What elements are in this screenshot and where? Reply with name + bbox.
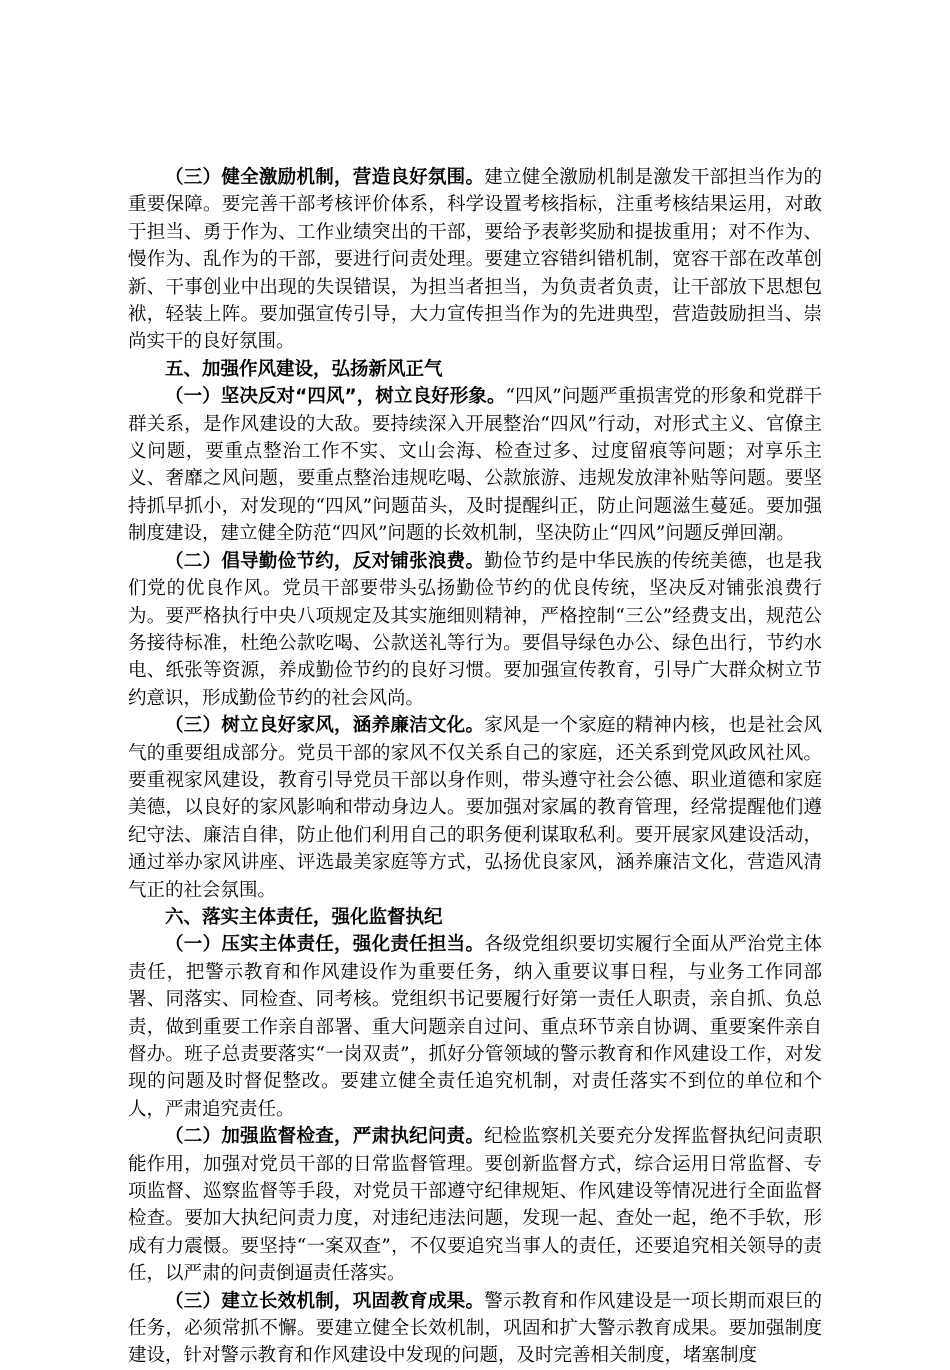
paragraph-incentive-mechanism <box>128 164 822 356</box>
paragraph-body: 勤俭节约是中华民族的传统美德，也是我们党的优良作风。党员干部要带头弘扬勤俭节约的优良传统，坚决反对铺张浪费行为。要严格执行中央八项规定及其实施细则精神，严格控制“三公”经费支出，规范公务接待标准，杜绝公款吃喝、公款送礼等行为。要倡导绿色办公、绿色出行，节约水电、纸张等资源，养成勤俭节约的良好习惯。要加强宣传教育，引导广大群众树立节约意识，形成勤俭节约的社会风尚。 <box>128 550 822 709</box>
paragraph-body: 纪检监察机关要充分发挥监督执纪问责职能作用，加强对党员干部的日常监督管理。要创新监督方式，综合运用日常监督、专项监督、巡察监督等手段，对党员干部遵守纪律规矩、作风建设等情况进行全面监督检查。要加大执纪问责力度，对违纪违法问题，发现一起、查处一起，绝不手软，形成有力震慑。要坚持“一案双查”，不仅要追究当事人的责任，还要追究相关领导的责任，以严肃的问责倒逼责任落实。 <box>128 1126 822 1285</box>
paragraph-lead: （二）加强监督检查，严肃执纪问责。 <box>165 1126 485 1148</box>
paragraph-long-term-mechanism <box>128 1288 822 1370</box>
paragraph-lead: （三）建立长效机制，巩固教育成果。 <box>165 1290 485 1312</box>
section-heading-five: 五、加强作风建设，弘扬新风正气 <box>165 358 443 380</box>
paragraph-lead: （二）倡导勤俭节约，反对铺张浪费。 <box>165 550 485 572</box>
paragraph-lead: （三）树立良好家风，涵养廉洁文化。 <box>165 715 485 737</box>
paragraph-lead: （一）坚决反对“四风”，树立良好形象。 <box>165 386 506 408</box>
paragraph-thrift <box>128 548 822 712</box>
paragraph-body: 各级党组织要切实履行全面从严治党主体责任，把警示教育和作风建设作为重要任务，纳入重要议事日程，与业务工作同部署、同落实、同检查、同考核。党组织书记要履行好第一责任人职责，亲自抓、负总责，做到重要工作亲自部署、重大问题亲自过问、重点环节亲自协调、重要案件亲自督办。班子总责要落实“一岗双责”，抓好分管领域的警示教育和作风建设工作，对发现的问题及时督促整改。要建立健全责任追究机制，对责任落实不到位的单位和个人，严肃追究责任。 <box>128 934 822 1120</box>
paragraph-body: 警示教育和作风建设是一项长期而艰巨的任务，必须常抓不懈。要建立健全长效机制，巩固和扩大警示教育成果。要加强制度建设，针对警示教育和作风建设中发现的问题，及时完善相关制度，堵塞制度 <box>128 1290 822 1367</box>
paragraph-oppose-four-winds <box>128 383 822 547</box>
paragraph-main-responsibility <box>128 931 822 1123</box>
paragraph-body: 家风是一个家庭的精神内核，也是社会风气的重要组成部分。党员干部的家风不仅关系自己的家庭，还关系到党风政风社风。要重视家风建设，教育引导党员干部以身作则，带头遵守社会公德、职业道德和家庭美德，以良好的家风影响和带动身边人。要加强对家属的教育管理，经常提醒他们遵纪守法、廉洁自律，防止他们利用自己的职务便利谋取私利。要开展家风建设活动，通过举办家风讲座、评选最美家庭等方式，弘扬优良家风，涵养廉洁文化，营造风清气正的社会氛围。 <box>128 715 822 901</box>
paragraph-lead: （三）健全激励机制，营造良好氛围。 <box>165 167 485 188</box>
paragraph-family-values <box>128 712 822 904</box>
paragraph-lead: （一）压实主体责任，强化责任担当。 <box>165 934 485 956</box>
paragraph-body: 建立健全激励机制是激发干部担当作为的重要保障。要完善干部考核评价体系，科学设置考核指标，注重考核结果运用，对敢于担当、勇于作为、工作业绩突出的干部，要给予表彰奖励和提拔重用；对不作为、慢作为、乱作为的干部，要进行问责处理。要建立容错纠错机制，宽容干部在改革创新、干事创业中出现的失误错误，为担当者担当，为负责者负责，让干部放下思想包袱，轻装上阵。要加强宣传引导，大力宣传担当作为的先进典型，营造鼓励担当、崇尚实干的良好氛围。 <box>128 167 822 353</box>
paragraph-supervision <box>128 1123 822 1287</box>
paragraph-body: “四风”问题严重损害党的形象和党群干群关系，是作风建设的大敌。要持续深入开展整治“四风”行动，对形式主义、官僚主义问题，要重点整治工作不实、文山会海、检查过多、过度留痕等问题；对享乐主义、奢靡之风问题，要重点整治违规吃喝、公款旅游、违规发放津补贴等问题。要坚持抓早抓小，对发现的“四风”问题苗头，及时提醒纠正，防止问题滋生蔓延。要加强制度建设，建立健全防范“四风”问题的长效机制，坚决防止“四风”问题反弹回潮。 <box>128 386 822 545</box>
document-page <box>128 164 822 1370</box>
section-heading-six: 六、落实主体责任，强化监督执纪 <box>165 906 443 928</box>
